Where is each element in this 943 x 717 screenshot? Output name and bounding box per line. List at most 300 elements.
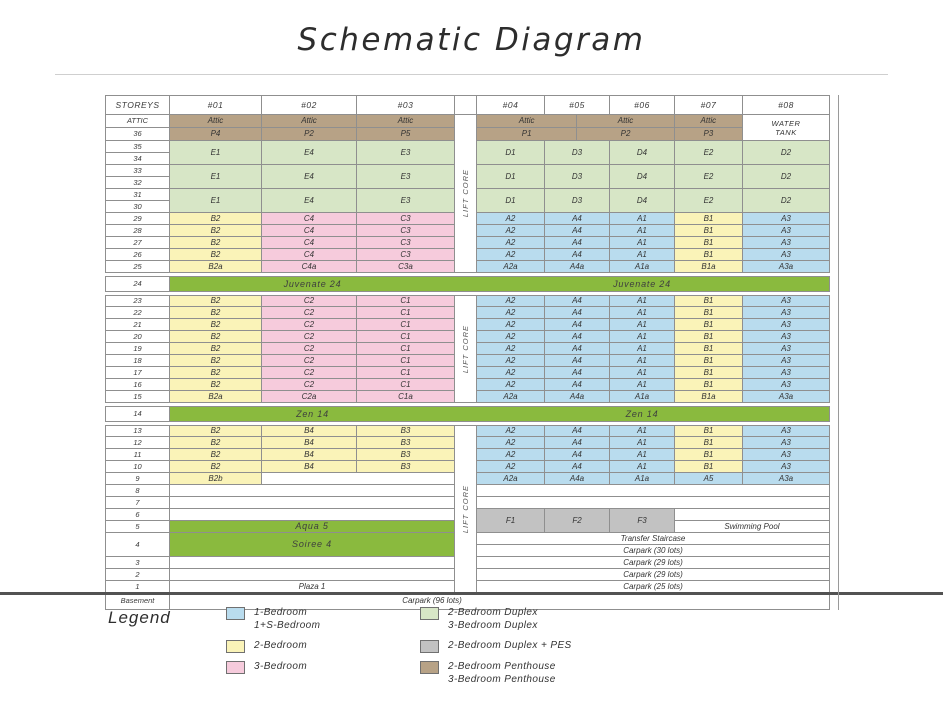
unit-cell: A3 (743, 237, 830, 249)
unit-cell: A1 (610, 307, 675, 319)
unit-cell: C2 (262, 295, 357, 307)
basement-separator-line (0, 592, 943, 595)
legend-label-line: 2-Bedroom Penthouse (448, 661, 556, 672)
storey-label: 31 (105, 189, 170, 201)
unit-cell: C4 (262, 225, 357, 237)
legend-item (420, 606, 572, 632)
empty-cell (170, 497, 455, 509)
storey-label: 33 (105, 165, 170, 177)
unit-cell: B2 (170, 343, 262, 355)
penthouse-unit-label: P1 (477, 127, 576, 140)
unit-cell: C3 (357, 237, 455, 249)
unit-cell: C3 (357, 225, 455, 237)
storey-label: 23 (105, 295, 170, 307)
unit-cell: E1 (170, 189, 262, 213)
legend-swatch-icon (420, 607, 439, 620)
storey-label: 15 (105, 391, 170, 403)
unit-cell: E4 (262, 141, 357, 165)
unit-cell: E3 (357, 165, 455, 189)
unit-cell: A2a (477, 391, 545, 403)
unit-cell: D4 (610, 189, 675, 213)
unit-cell: B1 (675, 379, 743, 391)
water-tank-text: WATER (771, 118, 801, 128)
penthouse-attic-cell (576, 115, 673, 140)
unit-cell: A3 (743, 225, 830, 237)
unit-cell: A5 (675, 473, 743, 485)
unit-cell: B2 (170, 213, 262, 225)
unit-cell: B1 (675, 367, 743, 379)
storey-label: 5 (105, 521, 170, 533)
unit-cell: B2 (170, 307, 262, 319)
penthouse-attic-cell (357, 115, 455, 141)
unit-cell: A1 (610, 425, 675, 437)
attic-label: Attic (301, 116, 317, 125)
unit-cell: D2 (743, 141, 830, 165)
lift-core-text: LIFT CORE (460, 169, 470, 218)
legend-label (448, 660, 556, 686)
unit-cell: B2 (170, 367, 262, 379)
unit-cell: B1 (675, 307, 743, 319)
legend-swatch-icon (226, 640, 245, 653)
storey-label: 26 (105, 249, 170, 261)
empty-cell (170, 509, 455, 521)
unit-cell: B1 (675, 295, 743, 307)
unit-cell: D4 (610, 141, 675, 165)
unit-cell: A4 (545, 237, 610, 249)
storey-label: 9 (105, 473, 170, 485)
facility-cell: Plaza 1 (170, 581, 455, 593)
unit-cell: A4 (545, 355, 610, 367)
legend-swatch-icon (226, 607, 245, 620)
unit-cell: C2 (262, 307, 357, 319)
unit-cell: B4 (262, 437, 357, 449)
water-tank-cell (743, 115, 830, 141)
unit-cell: E4 (262, 165, 357, 189)
unit-cell: B1 (675, 249, 743, 261)
unit-cell: C1 (357, 379, 455, 391)
unit-cell: D3 (545, 165, 610, 189)
legend-label-line: 3-Bedroom Duplex (448, 620, 538, 631)
table-right-border (838, 95, 839, 610)
legend-label-line: 3-Bedroom Penthouse (448, 674, 556, 685)
legend-column-2 (420, 606, 572, 686)
column-header: #05 (545, 95, 610, 115)
unit-cell: C2 (262, 319, 357, 331)
unit-cell: B2 (170, 249, 262, 261)
storey-label: 8 (105, 485, 170, 497)
unit-cell: A4 (545, 307, 610, 319)
sky-terrace-band: Juvenate 24 (455, 276, 830, 292)
legend-label (254, 606, 320, 632)
storey-label: 34 (105, 153, 170, 165)
storey-label: 3 (105, 557, 170, 569)
unit-cell: B4 (262, 449, 357, 461)
unit-cell: C1 (357, 355, 455, 367)
unit-cell: B2 (170, 437, 262, 449)
unit-cell: A4 (545, 343, 610, 355)
penthouse-attic-block (477, 115, 743, 141)
unit-cell: A4 (545, 319, 610, 331)
storey-label: 32 (105, 177, 170, 189)
legend-label (448, 606, 538, 632)
legend-swatch-icon (420, 640, 439, 653)
empty-cell (675, 509, 830, 521)
storey-label: 21 (105, 319, 170, 331)
unit-cell: B1 (675, 461, 743, 473)
column-header: #06 (610, 95, 675, 115)
unit-cell: A4 (545, 449, 610, 461)
unit-cell: A4 (545, 225, 610, 237)
unit-cell: A2a (477, 473, 545, 485)
unit-cell: A2 (477, 449, 545, 461)
legend-label (254, 639, 307, 653)
unit-cell: B2 (170, 425, 262, 437)
unit-cell: A1 (610, 437, 675, 449)
unit-cell: A2a (477, 261, 545, 273)
unit-cell: A2 (477, 249, 545, 261)
legend-item (226, 639, 378, 653)
legend-label (254, 660, 307, 674)
sky-terrace-band: Zen 14 (170, 406, 455, 422)
sky-terrace-band: Aqua 5 (170, 521, 455, 533)
legend-label-line: 2-Bedroom (254, 640, 308, 651)
unit-cell: A3 (743, 213, 830, 225)
unit-cell: A1 (610, 355, 675, 367)
attic-label: Attic (518, 116, 535, 125)
unit-cell: C2 (262, 331, 357, 343)
unit-cell: A3 (743, 355, 830, 367)
storey-label: Basement (105, 593, 170, 610)
unit-cell: A3a (743, 391, 830, 403)
unit-cell: B1a (675, 391, 743, 403)
storey-label: 10 (105, 461, 170, 473)
unit-cell: A3 (743, 249, 830, 261)
sky-terrace-band: Soiree 4 (170, 533, 455, 557)
lift-core-label (455, 425, 477, 593)
storeys-header: STOREYS (105, 95, 170, 115)
empty-cell (170, 557, 455, 569)
unit-cell: B1 (675, 319, 743, 331)
unit-cell: A2 (477, 343, 545, 355)
unit-cell: B4 (262, 461, 357, 473)
unit-cell: A4 (545, 461, 610, 473)
unit-cell: A3 (743, 295, 830, 307)
storey-label: 20 (105, 331, 170, 343)
storey-label: 4 (105, 533, 170, 557)
legend-label-line: 3-Bedroom (254, 661, 308, 672)
legend-item (226, 660, 378, 674)
facility-cell: Carpark (25 lots) (477, 581, 830, 593)
unit-cell: A1 (610, 295, 675, 307)
storey-label: 19 (105, 343, 170, 355)
storey-label: ATTIC (105, 115, 170, 128)
unit-cell: B2 (170, 379, 262, 391)
legend-label-line: 1-Bedroom (254, 607, 308, 618)
penthouse-attic-cell (674, 115, 742, 140)
unit-cell: B2b (170, 473, 262, 485)
facility-cell: Swimming Pool (675, 521, 830, 533)
storey-label: 36 (105, 128, 170, 141)
empty-cell (262, 473, 455, 485)
unit-cell: D3 (545, 141, 610, 165)
penthouse-attic-cell (477, 115, 576, 140)
storey-label: 30 (105, 201, 170, 213)
unit-cell: C4a (262, 261, 357, 273)
unit-cell: A1 (610, 343, 675, 355)
storey-label: 16 (105, 379, 170, 391)
unit-cell: A1 (610, 249, 675, 261)
unit-cell: E4 (262, 189, 357, 213)
unit-cell: B2 (170, 237, 262, 249)
stacking-plan-table (105, 95, 830, 610)
unit-cell: C4 (262, 213, 357, 225)
unit-cell: C2 (262, 379, 357, 391)
facility-cell: Carpark (30 lots) (477, 545, 830, 557)
penthouse-unit-label: P2 (262, 127, 356, 140)
unit-cell: D1 (477, 141, 545, 165)
legend (108, 606, 572, 686)
unit-cell: A3 (743, 379, 830, 391)
unit-cell: B4 (262, 425, 357, 437)
storey-label: 24 (105, 276, 170, 292)
storey-label: 13 (105, 425, 170, 437)
water-tank-text: TANK (775, 127, 797, 137)
attic-label: Attic (397, 116, 414, 125)
unit-cell: A1a (610, 261, 675, 273)
unit-cell: B3 (357, 449, 455, 461)
unit-cell: B1a (675, 261, 743, 273)
unit-cell: A2 (477, 461, 545, 473)
column-header: #07 (675, 95, 743, 115)
title-underline (55, 74, 888, 75)
penthouse-unit-label: P5 (357, 127, 454, 140)
unit-cell: C1 (357, 319, 455, 331)
unit-cell: A2 (477, 295, 545, 307)
column-header: #04 (477, 95, 545, 115)
unit-cell: A4 (545, 213, 610, 225)
legend-swatch-icon (226, 661, 245, 674)
page-title: Schematic Diagram (297, 22, 646, 58)
unit-cell: A2 (477, 319, 545, 331)
unit-cell: B2 (170, 331, 262, 343)
unit-cell: C3 (357, 213, 455, 225)
unit-cell: E3 (357, 141, 455, 165)
column-header: #02 (262, 95, 357, 115)
unit-cell: B3 (357, 461, 455, 473)
unit-cell: A1 (610, 213, 675, 225)
unit-cell: A4 (545, 249, 610, 261)
penthouse-unit-label: P3 (675, 127, 742, 140)
unit-cell: A2 (477, 307, 545, 319)
penthouse-attic-cell (262, 115, 357, 141)
unit-cell: A3a (743, 261, 830, 273)
lift-core-text: LIFT CORE (460, 324, 470, 374)
legend-label (448, 639, 572, 653)
unit-cell: B2 (170, 449, 262, 461)
unit-cell: A2 (477, 355, 545, 367)
storey-label: 18 (105, 355, 170, 367)
facility-cell: Carpark (29 lots) (477, 569, 830, 581)
legend-swatch-icon (420, 661, 439, 674)
storey-label: 1 (105, 581, 170, 593)
attic-label: Attic (617, 116, 634, 125)
unit-cell: B2 (170, 225, 262, 237)
storey-label: 25 (105, 261, 170, 273)
storey-label: 12 (105, 437, 170, 449)
storey-label: 28 (105, 225, 170, 237)
unit-cell: A2 (477, 379, 545, 391)
unit-cell: A3 (743, 367, 830, 379)
facility-cell: Transfer Staircase (477, 533, 830, 545)
unit-cell: F2 (545, 509, 610, 533)
unit-cell: E1 (170, 141, 262, 165)
storey-label: 27 (105, 237, 170, 249)
column-header (455, 95, 477, 115)
legend-title: Legend (108, 608, 171, 627)
lift-core-label (455, 295, 477, 403)
unit-cell: A1a (610, 473, 675, 485)
attic-label: Attic (700, 116, 717, 125)
unit-cell: A2 (477, 425, 545, 437)
unit-cell: A3 (743, 319, 830, 331)
storey-label: 14 (105, 406, 170, 422)
unit-cell: D4 (610, 165, 675, 189)
empty-cell (170, 485, 455, 497)
unit-cell: C1a (357, 391, 455, 403)
unit-cell: E3 (357, 189, 455, 213)
unit-cell: B2a (170, 391, 262, 403)
unit-cell: A4a (545, 261, 610, 273)
column-header: #01 (170, 95, 262, 115)
unit-cell: A4 (545, 425, 610, 437)
facility-cell: Carpark (29 lots) (477, 557, 830, 569)
unit-cell: A1a (610, 391, 675, 403)
unit-cell: A1 (610, 379, 675, 391)
unit-cell: A3 (743, 461, 830, 473)
unit-cell: F1 (477, 509, 545, 533)
storey-label: 17 (105, 367, 170, 379)
unit-cell: B1 (675, 331, 743, 343)
unit-cell: A3a (743, 473, 830, 485)
column-header: #08 (743, 95, 830, 115)
column-header: #03 (357, 95, 455, 115)
unit-cell: A3 (743, 449, 830, 461)
unit-cell: A4 (545, 379, 610, 391)
unit-cell: C1 (357, 343, 455, 355)
unit-cell: D1 (477, 189, 545, 213)
unit-cell: A1 (610, 449, 675, 461)
empty-cell (170, 569, 455, 581)
unit-cell: C1 (357, 307, 455, 319)
unit-cell: C3a (357, 261, 455, 273)
unit-cell: A3 (743, 307, 830, 319)
unit-cell: C1 (357, 295, 455, 307)
unit-cell: C4 (262, 249, 357, 261)
legend-label-line: 2-Bedroom Duplex (448, 607, 538, 618)
unit-cell: C4 (262, 237, 357, 249)
legend-label-line: 2-Bedroom Duplex + PES (448, 640, 572, 651)
unit-cell: E2 (675, 165, 743, 189)
unit-cell: B1 (675, 343, 743, 355)
unit-cell: A1 (610, 331, 675, 343)
unit-cell: B3 (357, 437, 455, 449)
empty-cell (477, 485, 830, 497)
unit-cell: A4 (545, 437, 610, 449)
unit-cell: E2 (675, 189, 743, 213)
storey-label: 2 (105, 569, 170, 581)
unit-cell: C1 (357, 331, 455, 343)
unit-cell: E1 (170, 165, 262, 189)
unit-cell: A4 (545, 367, 610, 379)
unit-cell: B2 (170, 295, 262, 307)
unit-cell: A2 (477, 437, 545, 449)
unit-cell: B1 (675, 355, 743, 367)
penthouse-unit-label: P2 (577, 127, 673, 140)
unit-cell: C1 (357, 367, 455, 379)
lift-core-text: LIFT CORE (460, 484, 470, 534)
unit-cell: A2 (477, 213, 545, 225)
unit-cell: D3 (545, 189, 610, 213)
unit-cell: B1 (675, 225, 743, 237)
legend-label-line: 1+S-Bedroom (254, 620, 321, 631)
legend-column-1 (226, 606, 378, 674)
unit-cell: A1 (610, 319, 675, 331)
unit-cell: A4 (545, 331, 610, 343)
unit-cell: A1 (610, 367, 675, 379)
unit-cell: B2a (170, 261, 262, 273)
unit-cell: B1 (675, 449, 743, 461)
unit-cell: E2 (675, 141, 743, 165)
unit-cell: B1 (675, 237, 743, 249)
unit-cell: C2 (262, 343, 357, 355)
unit-cell: B2 (170, 319, 262, 331)
unit-cell: B2 (170, 355, 262, 367)
unit-cell: B3 (357, 425, 455, 437)
legend-item (420, 639, 572, 653)
legend-item (420, 660, 572, 686)
unit-cell: A4a (545, 391, 610, 403)
facility-cell: Carpark (96 lots) (170, 593, 830, 610)
unit-cell: B1 (675, 437, 743, 449)
storey-label: 22 (105, 307, 170, 319)
penthouse-unit-label: P4 (170, 127, 261, 140)
unit-cell: C2 (262, 367, 357, 379)
unit-cell: A3 (743, 425, 830, 437)
unit-cell: C2a (262, 391, 357, 403)
storey-label: 6 (105, 509, 170, 521)
unit-cell: A3 (743, 331, 830, 343)
attic-label: Attic (207, 116, 224, 125)
unit-cell: A3 (743, 343, 830, 355)
storey-label: 11 (105, 449, 170, 461)
unit-cell: D2 (743, 165, 830, 189)
unit-cell: A2 (477, 237, 545, 249)
unit-cell: A4a (545, 473, 610, 485)
storey-label: 29 (105, 213, 170, 225)
unit-cell: A2 (477, 225, 545, 237)
sky-terrace-band: Zen 14 (455, 406, 830, 422)
unit-cell: D1 (477, 165, 545, 189)
unit-cell: A4 (545, 295, 610, 307)
unit-cell: F3 (610, 509, 675, 533)
unit-cell: B1 (675, 425, 743, 437)
empty-cell (477, 497, 830, 509)
unit-cell: D2 (743, 189, 830, 213)
unit-cell: A3 (743, 437, 830, 449)
penthouse-attic-cell (170, 115, 262, 141)
sky-terrace-band: Juvenate 24 (170, 276, 455, 292)
unit-cell: B1 (675, 213, 743, 225)
